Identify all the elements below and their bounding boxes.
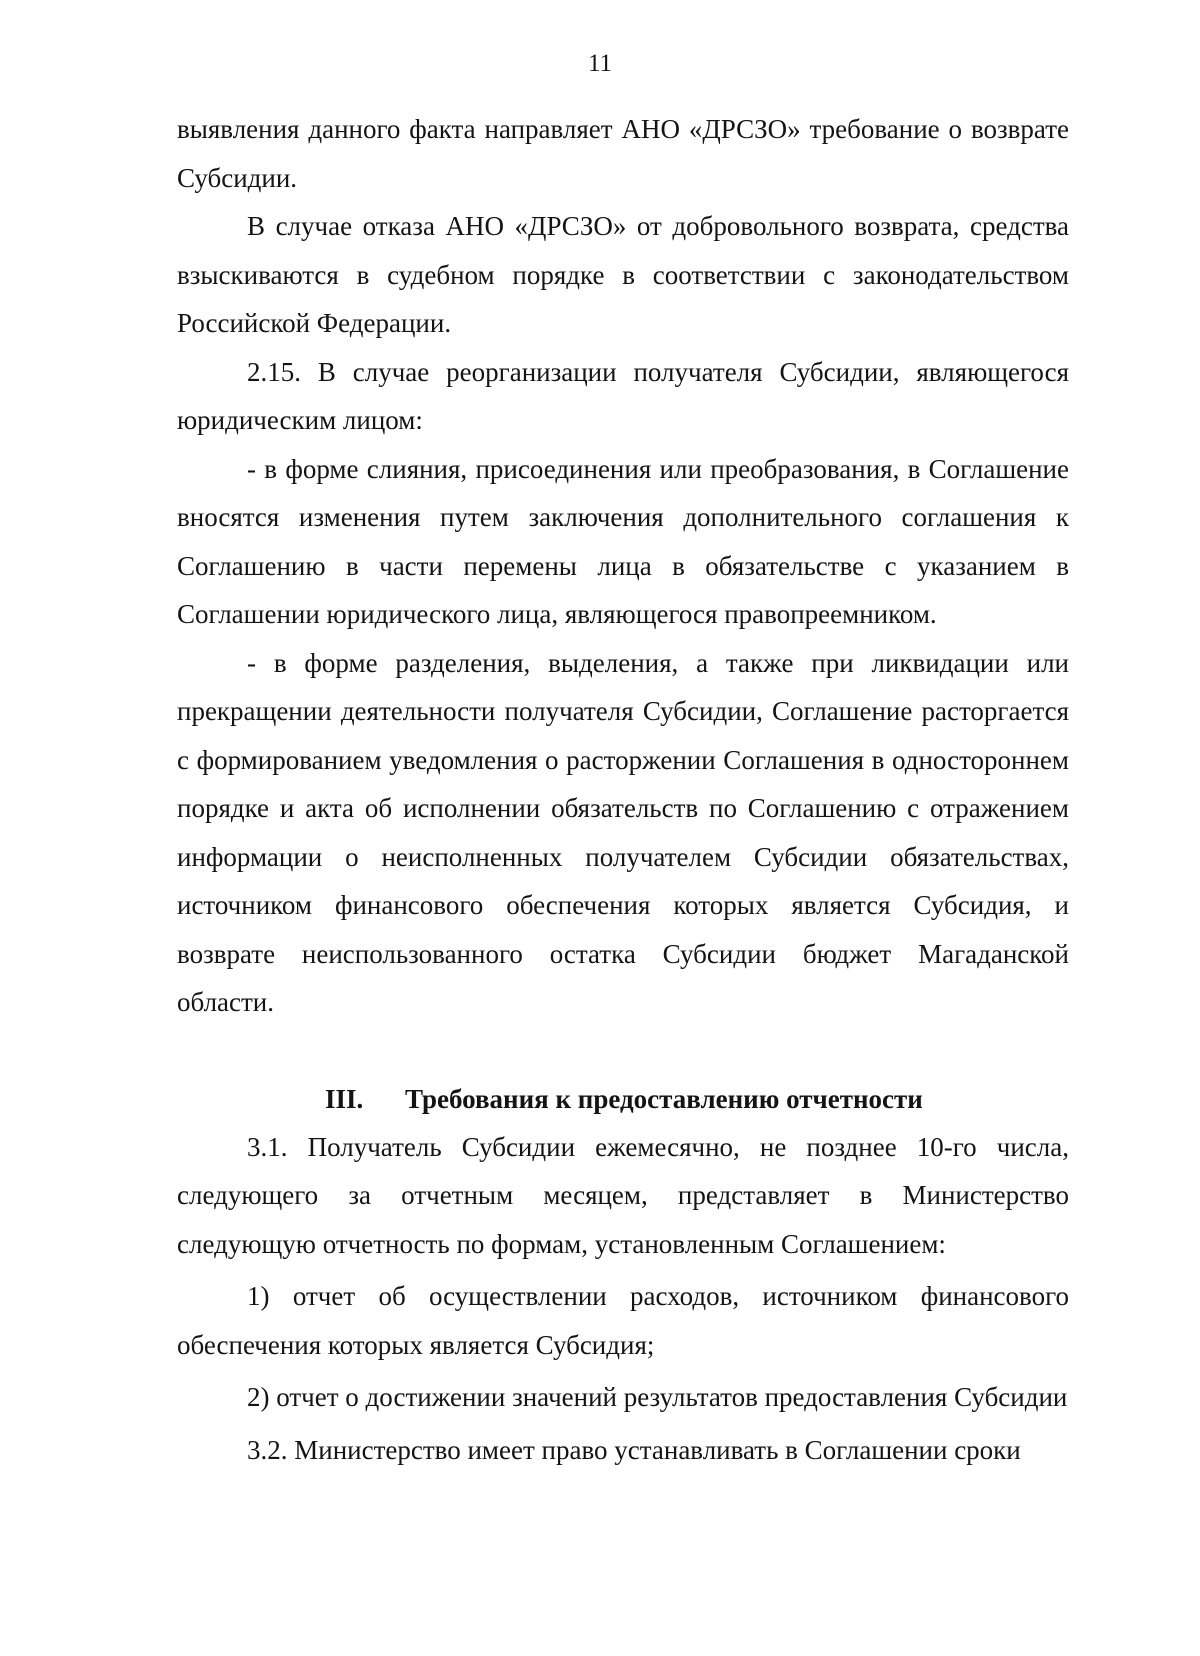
section-heading — [177, 1075, 1069, 1123]
paragraph-3-1-reporting: 3.1. Получатель Субсидии ежемесячно, не позднее 10-го числа, следующего за отчетным месяцем, представляет в Министерство следующую отчетность по формам, установленным Соглашением: — [177, 1131, 1069, 1259]
paragraph-refusal-recovery: В случае отказа АНО «ДРСЗО» от добровольного возврата, средства взыскиваются в судебном порядке в соответствии с законодательством Российской Федерации. — [177, 211, 1069, 338]
paragraph-return-demand: выявления данного факта направляет АНО «ДРСЗО» требование о возврате Субсидии. — [177, 114, 1069, 193]
paragraph-merger-form: - в форме слияния, присоединения или преобразования, в Соглашение вносятся изменения путем заключения дополнительного соглашения к Соглашению в части перемены лица в обязательстве с указанием в Соглашении юридического лица, являющегося правопреемником. — [177, 453, 1069, 629]
page-number: 11 — [587, 50, 613, 77]
section-number: III. — [325, 1083, 364, 1114]
paragraph-3-2-deadlines: 3.2. Министерство имеет право устанавливать в Соглашении сроки — [247, 1434, 1021, 1465]
paragraph-division-form: - в форме разделения, выделения, а также при ликвидации или прекращении деятельности получателя Субсидии, Соглашение расторгается с формированием уведомления о расторжении Соглашения в одностороннем порядке и акта об исполнении обязательств по Соглашению с отражением информации о неисполненных получателем Субсидии обязательствах, источником финансового обеспечения которых является Субсидия, и возврате неиспользованного остатка Субсидии бюджет Магаданской области. — [177, 647, 1069, 1017]
paragraph-report-results: 2) отчет о достижении значений результатов предоставления Субсидии — [247, 1382, 1068, 1412]
paragraph-2-15-reorganization: 2.15. В случае реорганизации получателя Субсидии, являющегося юридическим лицом: — [177, 356, 1069, 435]
document-body — [177, 105, 1069, 1474]
paragraph-report-expenses: 1) отчет об осуществлении расходов, источником финансового обеспечения которых является Субсидия; — [177, 1281, 1069, 1360]
section-title: Требования к предоставлению отчетности — [405, 1083, 923, 1114]
